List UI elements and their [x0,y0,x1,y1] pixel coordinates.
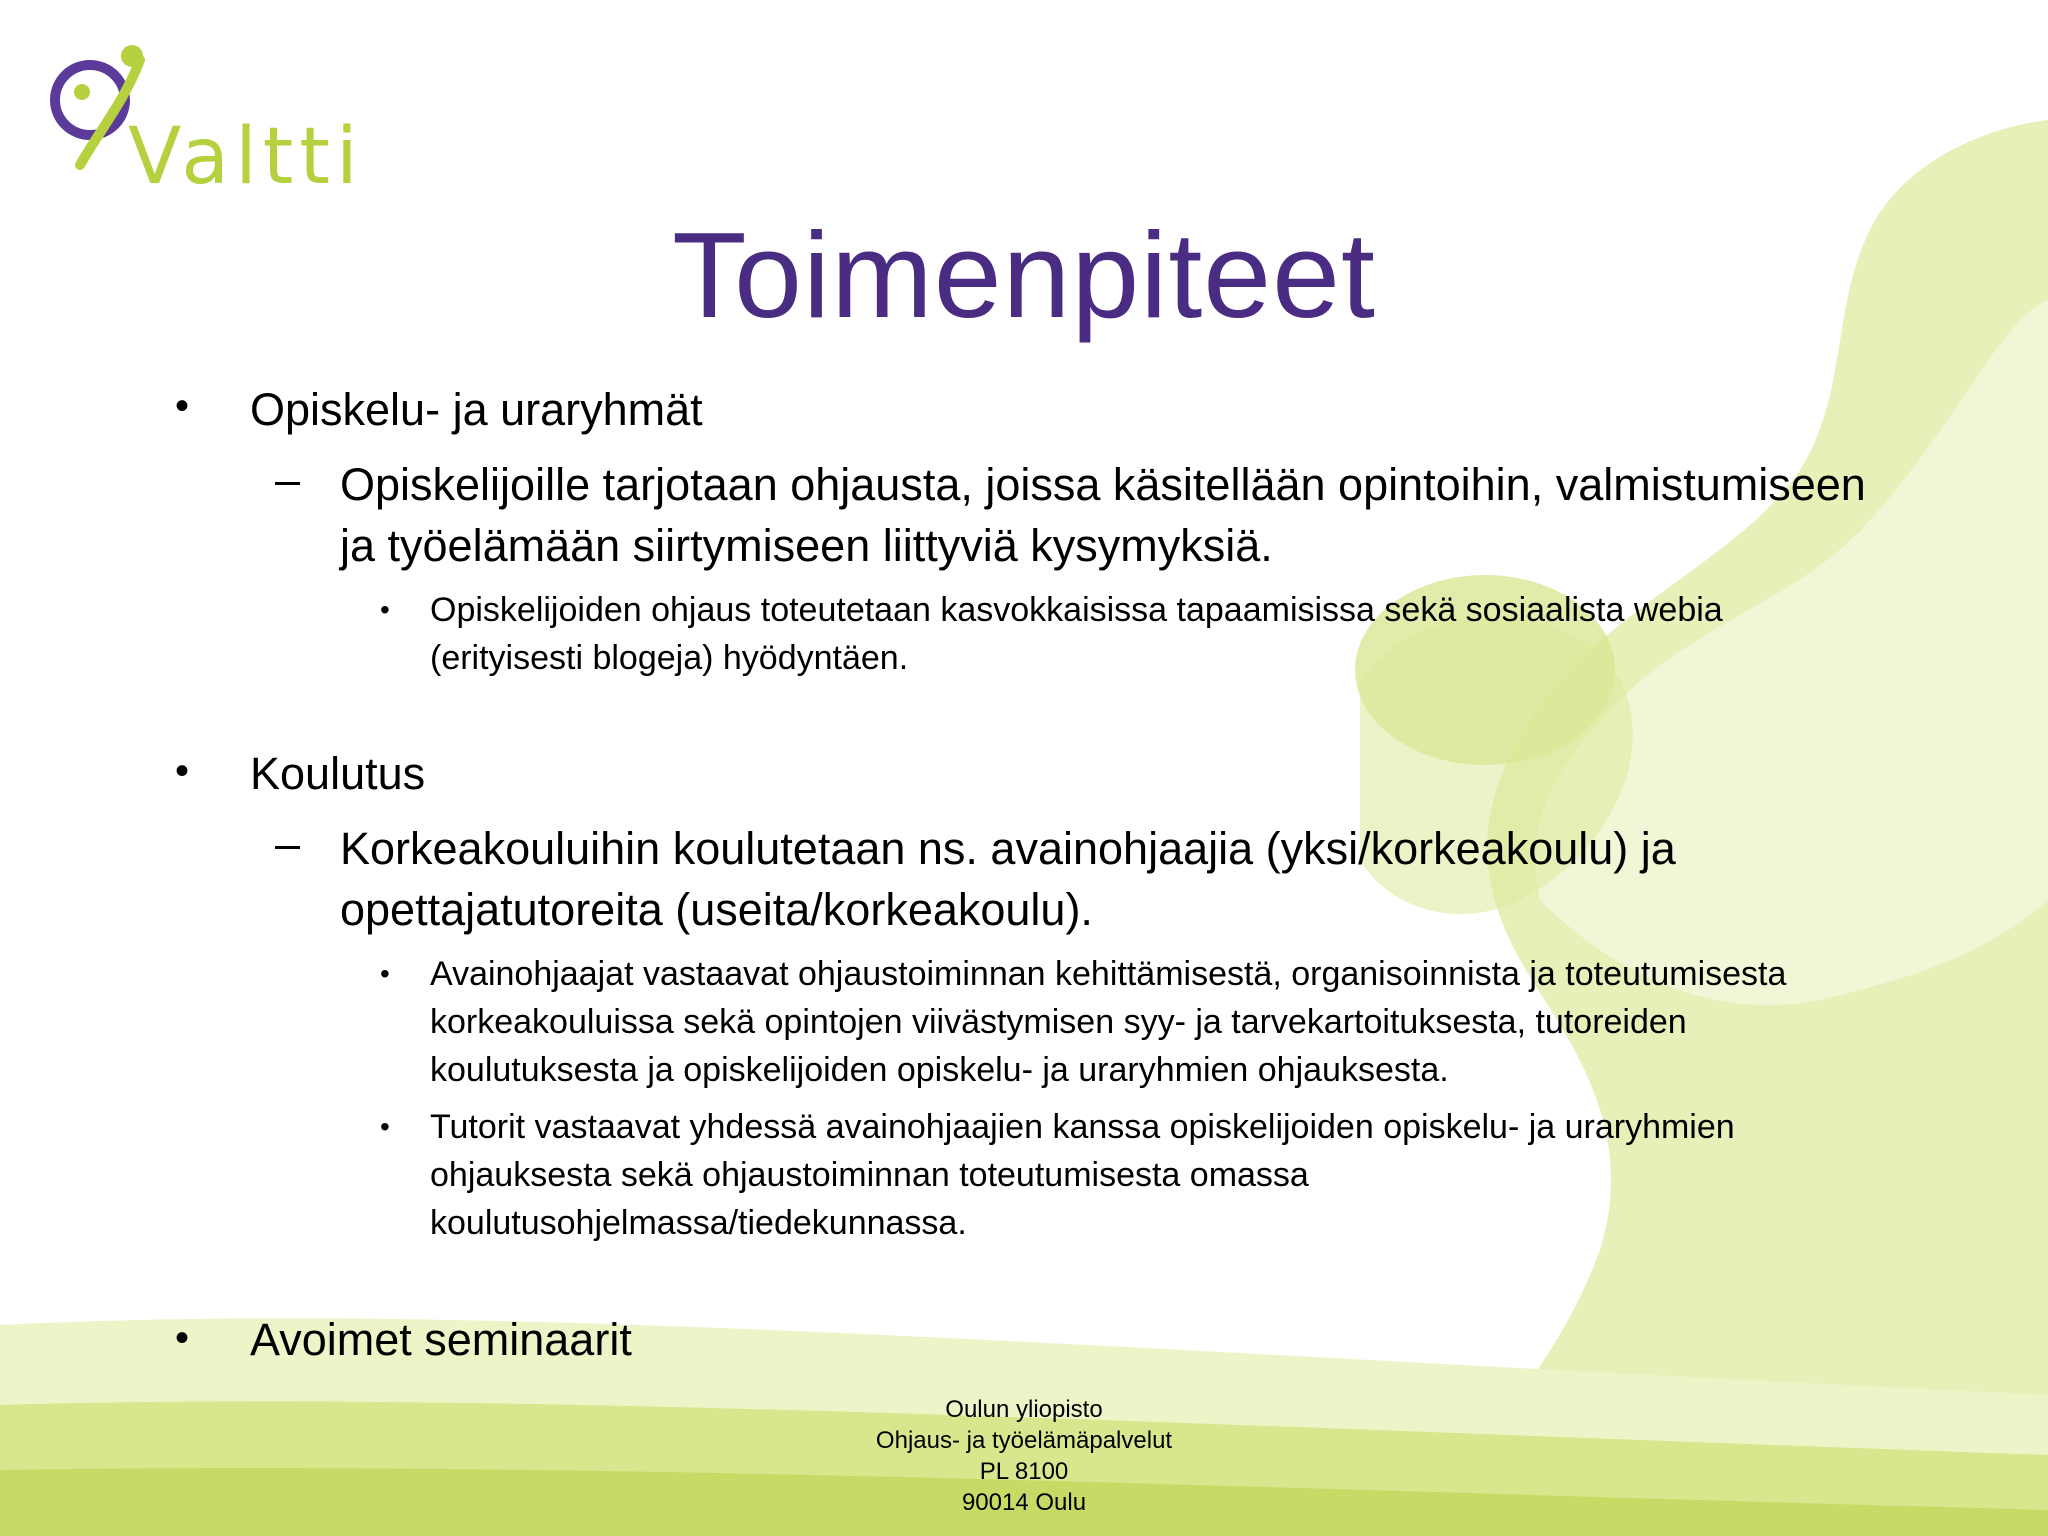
dash-marker: – [275,818,301,869]
footer-line-4: 90014 Oulu [961,1489,1087,1516]
slide-title: Toimenpiteet [672,207,1376,343]
section-1-item-1: Opiskelijoille tarjotaan ohjausta, joissa käsitellään opintoihin, valmistumiseen ja työelämään siirtymiseen liittyviä kysymyksiä. [340,459,1866,571]
section-2-subitem-1: Avainohjaajat vastaavat ohjaustoiminnan kehittämisestä, organisoinnista ja toteutumisesta korkeakouluissa sekä opintojen viivästymisen syy- ja tarvekartoituksesta, tutoreiden koulutuksesta ja opiskelijoiden opiskelu- ja uraryhmien ohjauksesta. [430,955,1787,1089]
bullet-marker: • [175,384,190,428]
dash-marker: – [275,454,301,505]
sub-bullet-marker: • [380,594,390,625]
sub-bullet-marker: • [380,1111,390,1142]
bullet-marker: • [175,749,190,793]
logo-text: Valtti [128,112,364,202]
section-heading-2: Koulutus [250,748,426,799]
section-heading-1: Opiskelu- ja uraryhmät [250,384,703,435]
footer-address [0,1394,2048,1518]
section-2-subitem-2: Tutorit vastaavat yhdessä avainohjaajien kanssa opiskelijoiden opiskelu- ja uraryhmien ohjauksesta sekä ohjaustoiminnan toteutumisesta omassa koulutusohjelmassa/tiedekunnassa. [430,1108,1735,1242]
section-2-item-1: Korkeakouluihin koulutetaan ns. avainohjaajia (yksi/korkeakoulu) ja opettajatutoreita (useita/korkeakoulu). [340,823,1676,935]
section-1-subitem-1: Opiskelijoiden ohjaus toteutetaan kasvokkaisissa tapaamisissa sekä sosiaalista webia (erityisesti blogeja) hyödyntäen. [430,591,1723,677]
footer-line-2: Ohjaus- ja työelämäpalvelut [875,1427,1173,1454]
sub-bullet-marker: • [380,958,390,989]
footer-line-1: Oulun yliopisto [945,1396,1103,1423]
section-heading-3: Avoimet seminaarit [250,1314,632,1365]
bullet-marker: • [175,1316,190,1360]
footer-line-3: PL 8100 [979,1458,1069,1485]
